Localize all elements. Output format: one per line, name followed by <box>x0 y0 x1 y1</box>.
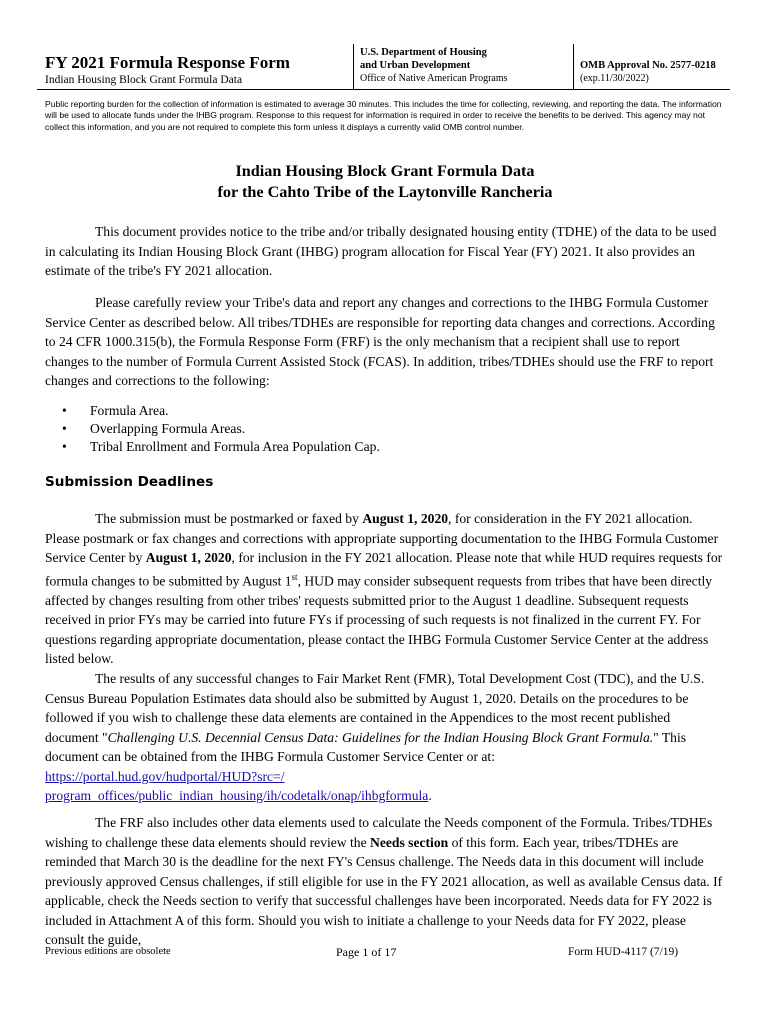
header-divider-left <box>353 44 354 89</box>
deadline-paragraph: The submission must be postmarked or faxed by August 1, 2020, for consideration in the FY 2021 allocation. Please postmark or fax changes and corrections with appropriate supporting documentation to the IHBG Formula Customer Service Center by August 1, 2020, for inclusion in the FY 2021 allocation. Please note that while HUD requires requests for formula changes to be submitted by August 1st, HUD may consider subsequent requests from tribes that have been directly affected by changes resulting from other tribes' requests submitted prior to the August 1 deadline. Subsequent requests received in prior FYs may be carried into future FYs if processing of such requests is not finalized in the current FY. For questions regarding appropriate documentation, please contact the IHBG Formula Customer Service Center at the address listed below. <box>45 511 723 667</box>
guide-title: Challenging U.S. Decennial Census Data: Guidelines for the Indian Housing Block Grant Formula. <box>107 729 654 745</box>
deadline-date: August 1, 2020 <box>362 511 449 526</box>
header-divider-right <box>573 44 574 89</box>
document-title: Indian Housing Block Grant Formula Data for the Cahto Tribe of the Laytonville Rancheria <box>217 162 553 201</box>
list-item: • Formula Area. <box>62 402 380 420</box>
ihbg-formula-link[interactable]: https://portal.hud.gov/hudportal/HUD?src=/ program_offices/public_indian_housing/ih/codetalk/onap/ihbgformula <box>45 768 429 803</box>
footer-page-number: Page 1 of 17 <box>336 945 397 959</box>
footer-form-number: Form HUD-4117 (7/19) <box>568 946 679 958</box>
omb-approval: OMB Approval No. 2577-0218 <box>580 60 716 71</box>
burden-notice: Public reporting burden for the collection of information is estimated to average 30 minutes. This includes the time for collecting, reviewing, and reporting the data. The information will be used to allocate funds under the IHBG program. Response to this request for information is required in order to receive the benefits to be derived. This agency may not collect this information, and you are not required to complete this form unless it displays a currently valid OMB control number. <box>45 99 722 132</box>
needs-paragraph: The FRF also includes other data elements used to calculate the Needs component of the Formula. Tribes/TDHEs wishing to challenge these data elements should review the Needs section of this form. Each year, tribes/TDHEs are reminded that March 30 is the deadline for the next FY's Census challenge. The Needs data in this document will include previously approved Census challenges, if still eligible for use in the FY 2021 allocation, as well as available Census data. If applicable, check the Needs section to verify that successful challenges have been incorporated. Needs data for FY 2022 is included in Attachment A of this form. Should you wish to initiate a challenge to your Needs data for FY 2022, please consult the guide, <box>45 815 723 947</box>
footer-obsolete-notice: Previous editions are obsolete <box>45 946 171 957</box>
header-rule <box>37 89 730 90</box>
section-heading-submission-deadlines: Submission Deadlines <box>45 474 214 490</box>
needs-section-ref: Needs section <box>370 834 449 850</box>
agency-name: U.S. Department of Housing and Urban Development <box>360 47 487 71</box>
review-paragraph: Please carefully review your Tribe's data and report any changes and corrections to the IHBG Formula Customer Service Center as described below. All tribes/TDHEs are responsible for reporting data changes and corrections. According to 24 CFR 1000.315(b), the Formula Response Form (FRF) is the only mechanism that a recipient shall use to report changes to the number of Formula Current Assisted Stock (FCAS). In addition, tribes/TDHEs should use the FRF to report changes and corrections to the following: <box>45 295 715 388</box>
list-item: • Tribal Enrollment and Formula Area Population Cap. <box>62 438 380 456</box>
change-categories-list <box>62 402 380 457</box>
results-paragraph: The results of any successful changes to Fair Market Rent (FMR), Total Development Cost (TDC), and the U.S. Census Bureau Population Estimates data should also be submitted by August 1, 2020. Details on the procedures to be followed if you wish to challenge these data elements are contained in the Appendices to the most recent published document "Challenging U.S. Decennial Census Data: Guidelines for the Indian Housing Block Grant Formula." This document can be obtained from the IHBG Formula Customer Service Center or at: https://portal.hud.gov/hudportal/HUD?src=/ program_offices/public_indian_housing/ih/codetalk/onap/ihbgformula. <box>45 671 705 803</box>
form-title: FY 2021 Formula Response Form <box>45 53 290 72</box>
list-item: • Overlapping Formula Areas. <box>62 420 380 438</box>
intro-paragraph: This document provides notice to the tribe and/or tribally designated housing entity (TDHE) of the data to be used in calculating its Indian Housing Block Grant (IHBG) program allocation for Fiscal Year (FY) 2021. It also provides an estimate of the tribe's FY 2021 allocation. <box>45 224 717 278</box>
omb-expiration: (exp.11/30/2022) <box>580 73 649 84</box>
deadline-date: August 1, 2020 <box>145 550 232 565</box>
form-subtitle: Indian Housing Block Grant Formula Data <box>45 74 243 86</box>
office-name: Office of Native American Programs <box>360 73 508 84</box>
